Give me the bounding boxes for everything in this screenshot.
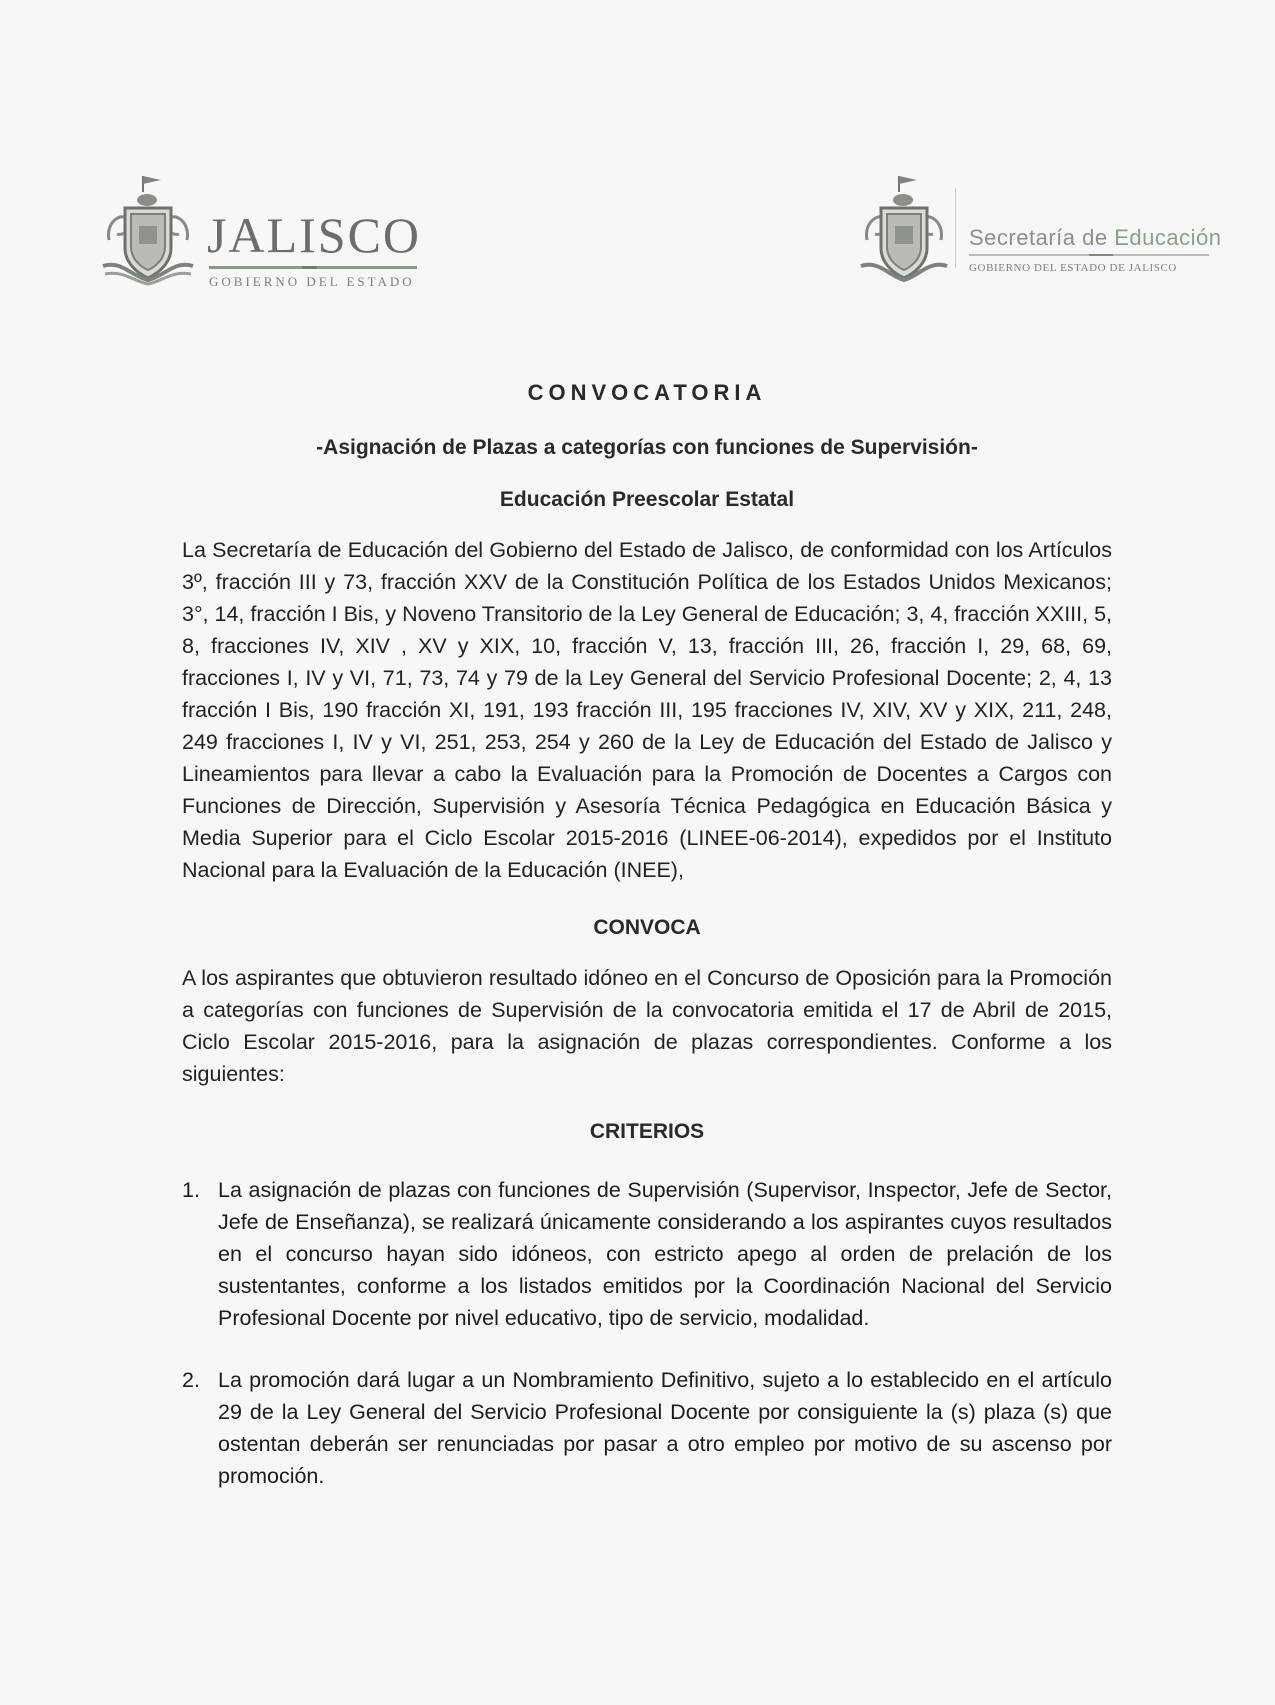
coat-of-arms-icon	[855, 170, 955, 288]
criterios-heading: CRITERIOS	[589, 1120, 705, 1143]
list-item-text: La promoción dará lugar a un Nombramiento Definitivo, sujeto a lo establecido en el artículo 29 de la Ley General del Servicio Profesional Docente por consiguiente la (s) plaza (s) que ostentan deberán ser renunciadas por pasar a otro empleo por motivo de su ascenso por promoción.	[218, 1368, 1112, 1488]
convoca-paragraph: A los aspirantes que obtuvieron resultado idóneo en el Concurso de Oposición para la Promoción a categorías con funciones de Supervisión de la convocatoria emitida el 17 de Abril de 2015, Ciclo Escolar 2015-2016, para la asignación de plazas correspondientes. Conforme a los siguientes:	[182, 966, 1112, 1086]
list-item-text: La asignación de plazas con funciones de Supervisión (Supervisor, Inspector, Jefe de Sector, Jefe de Enseñanza), se realizará únicamente considerando a los aspirantes cuyos resultados en el concurso hayan sido idóneos, con estricto apego al orden de prelación de los sustentantes, conforme a los listados emitidos por la Coordinación Nacional del Servicio Profesional Docente por nivel educativo, tipo de servicio, modalidad.	[218, 1178, 1112, 1330]
secretaria-title	[969, 225, 1221, 251]
document-body	[182, 380, 1112, 1492]
list-item-number: 1.	[182, 1178, 200, 1202]
coat-of-arms-icon	[95, 170, 205, 288]
logo-subtitle: GOBIERNO DEL ESTADO	[209, 274, 415, 289]
list-item	[182, 1174, 1112, 1334]
document-title: CONVOCATORIA	[527, 380, 767, 405]
secretaria-educacion-logo	[855, 170, 1235, 290]
intro-paragraph: La Secretaría de Educación del Gobierno del Estado de Jalisco, de conformidad con los Artículos 3º, fracción III y 73, fracción XXV de la Constitución Política de los Estados Unidos Mexicanos; 3°, 14, fracción I Bis, y Noveno Transitorio de la Ley General de Educación; 3, 4, fracción XXIII, 5, 8, fracciones IV, XIV , XV y XIX, 10, fracción V, 13, fracción III, 26, fracción I, 29, 68, 69, fracciones I, IV y VI, 71, 73, 74 y 79 de la Ley General del Servicio Profesional Docente; 2, 4, 13 fracción I Bis, 190 fracción XI, 191, 193 fracción III, 195 fracciones IV, XIV, XV y XIX, 211, 248, 249 fracciones I, IV y VI, 251, 253, 254 y 260 de la Ley de Educación del Estado de Jalisco y Lineamientos para llevar a cabo la Evaluación para la Promoción de Docentes a Cargos con Funciones de Dirección, Supervisión y Asesoría Técnica Pedagógica en Educación Básica y Media Superior para el Ciclo Escolar 2015-2016 (LINEE-06-2014), expedidos por el Instituto Nacional para la Evaluación de la Educación (INEE),	[182, 538, 1113, 882]
logo-rule	[969, 254, 1209, 256]
jalisco-government-logo	[95, 170, 435, 290]
list-item-number: 2.	[182, 1368, 200, 1392]
criterios-list	[182, 1174, 1112, 1492]
secretaria-title-part1: Secretaría de	[969, 225, 1115, 250]
logo-divider	[955, 188, 956, 268]
secretaria-title-part2: Educación	[1114, 225, 1222, 250]
convoca-heading: CONVOCA	[593, 916, 701, 939]
list-item	[182, 1364, 1112, 1492]
jalisco-wordmark: JALISCO	[207, 207, 422, 263]
logo-subtitle: GOBIERNO DEL ESTADO DE JALISCO	[969, 262, 1177, 274]
education-level: Educación Preescolar Estatal	[499, 488, 795, 511]
document-subtitle: -Asignación de Plazas a categorías con funciones de Supervisión-	[316, 436, 978, 459]
logo-rule	[209, 266, 417, 269]
